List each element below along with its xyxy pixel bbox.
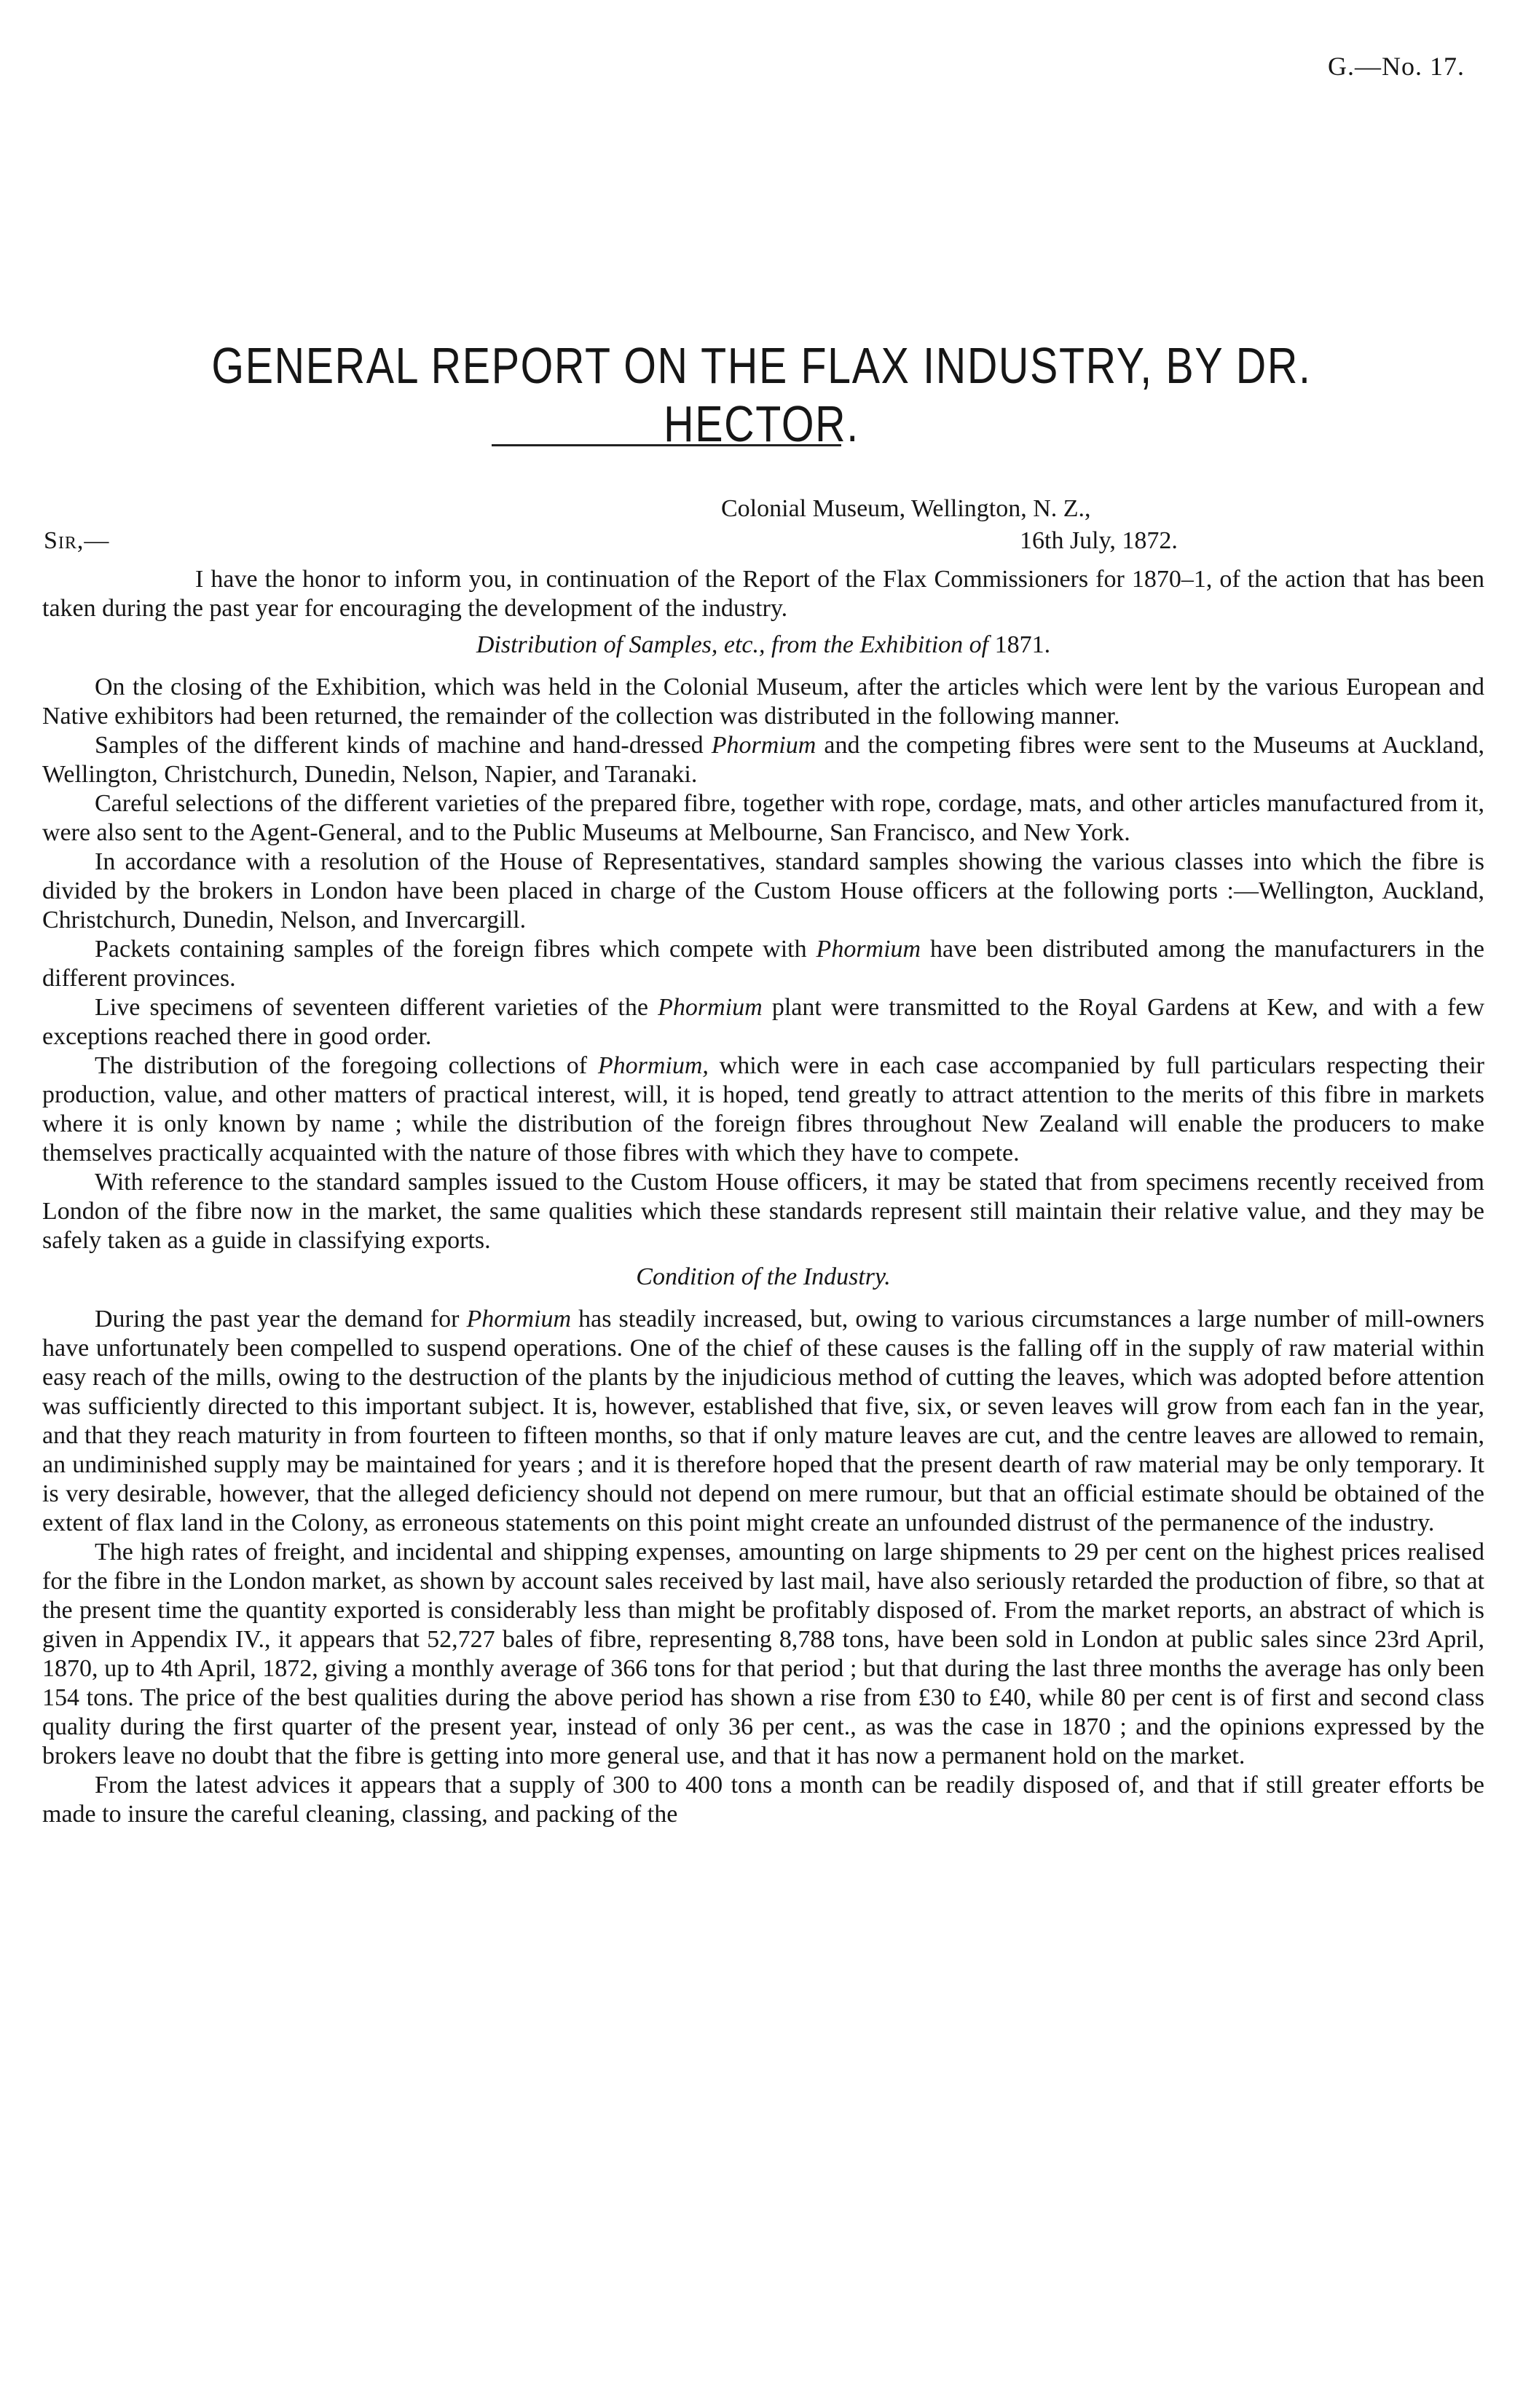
report-body bbox=[42, 565, 1484, 1829]
salutation: Sir,— bbox=[44, 527, 110, 554]
page-number: G.—No. 17. bbox=[1328, 52, 1465, 81]
section-heading-distribution bbox=[42, 631, 1484, 660]
paragraph: Careful selections of the different varieties of the prepared fibre, together with rope, cordage, mats, and other articles manufactured from it, were also sent to the Agent-General, and to the Public Museums at Melbourne, San Francisco, and New York. bbox=[42, 790, 1484, 846]
report-title: GENERAL REPORT ON THE FLAX INDUSTRY, BY DR. HECTOR. bbox=[211, 337, 1312, 452]
paragraph: From the latest advices it appears that a supply of 300 to 400 tons a month can be readily disposed of, and that if still greater efforts be made to insure the careful cleaning, classing, and packing of the bbox=[42, 1772, 1484, 1828]
paragraph: The distribution of the foregoing collections of Phormium, which were in each case accompanied by full particulars respecting their production, value, and other matters of practical interest, will, it is hoped, tend greatly to attract attention to the merits of this fibre in markets where it is only known by name ; while the distribution of the foreign fibres throughout New Zealand will enable the producers to make themselves practically acquainted with the nature of those fibres with which they have to compete. bbox=[42, 1052, 1485, 1167]
letterhead bbox=[0, 495, 1523, 561]
section-heading-condition: Condition of the Industry. bbox=[636, 1263, 891, 1290]
paragraph: With reference to the standard samples issued to the Custom House officers, it may be stated that from specimens recently received from London of the fibre now in the market, the same qualities which these standards represent still maintain their relative value, and they may be safely taken as a guide in classifying exports. bbox=[42, 1169, 1484, 1254]
paragraph: Samples of the different kinds of machine and hand-dressed Phormium and the competing fibres were sent to the Museums at Auckland, Wellington, Christchurch, Dunedin, Nelson, Napier, and Taranaki. bbox=[42, 732, 1484, 788]
paragraph: During the past year the demand for Phormium has steadily increased, but, owing to various circumstances a large number of mill-owners have unfortunately been compelled to suspend operations. One of the chief of these causes is the falling off in the supply of raw material within easy reach of the mills, owing to the destruction of the plants by the injudicious method of cutting the leaves, which was adopted before attention was sufficiently directed to this important subject. It is, however, established that five, six, or seven leaves will grow from each fan in the year, and that they reach maturity in from fourteen to fifteen months, so that if only mature leaves are cut, and the centre leaves are allowed to remain, an undiminished supply may be maintained for years ; and it is therefore hoped that the present dearth of raw material may be only temporary. It is very desirable, however, that the alleged deficiency should not depend on mere rumour, but that an official estimate should be obtained of the extent of flax land in the Colony, as erroneous statements on this point might create an unfounded distrust of the permanence of the industry. bbox=[42, 1306, 1484, 1536]
intro-paragraph: I have the honor to inform you, in continuation of the Report of the Flax Commissioners for 1870–1, of the action that has been taken during the past year for encouraging the development of the industry. bbox=[42, 566, 1484, 622]
section-heading-text: Distribution of Samples, etc., from the Exhibition of bbox=[476, 631, 989, 658]
letter-address: Colonial Museum, Wellington, N. Z., bbox=[721, 495, 1091, 522]
section-heading-year: 1871. bbox=[994, 631, 1051, 658]
paragraph: Packets containing samples of the foreign fibres which compete with Phormium have been distributed among the manufacturers in the different provinces. bbox=[42, 936, 1484, 992]
paragraph: In accordance with a resolution of the House of Representatives, standard samples showing the various classes into which the fibre is divided by the brokers in London have been placed in charge of the Custom House officers at the following ports :—Wellington, Auckland, Christchurch, Dunedin, Nelson, and Invercargill. bbox=[42, 848, 1484, 933]
paragraph: On the closing of the Exhibition, which was held in the Colonial Museum, after the articles which were lent by the various European and Native exhibitors had been returned, the remainder of the collection was distributed in the following manner. bbox=[42, 674, 1484, 730]
letter-date: 16th July, 1872. bbox=[1020, 527, 1178, 554]
title-rule bbox=[492, 444, 841, 446]
paragraph: Live specimens of seventeen different varieties of the Phormium plant were transmitted to the Royal Gardens at Kew, and with a few exceptions reached there in good order. bbox=[42, 994, 1484, 1050]
paragraph: The high rates of freight, and incidental and shipping expenses, amounting on large shipments to 29 per cent on the highest prices realised for the fibre in the London market, as shown by account sales received by last mail, have also seriously retarded the production of fibre, so that at the present time the quantity exported is considerably less than might be profitably disposed of. From the market reports, an abstract of which is given in Appendix IV., it appears that 52,727 bales of fibre, representing 8,788 tons, have been sold in London at public sales since 23rd April, 1870, up to 4th April, 1872, giving a monthly average of 366 tons for that period ; but that during the last three months the average has only been 154 tons. The price of the best qualities during the above period has shown a rise from £30 to £40, while 80 per cent is of first and second class quality during the first quarter of the present year, instead of only 36 per cent., as was the case in 1870 ; and the opinions expressed by the brokers leave no doubt that the fibre is getting into more general use, and that it has now a permanent hold on the market. bbox=[42, 1539, 1484, 1769]
